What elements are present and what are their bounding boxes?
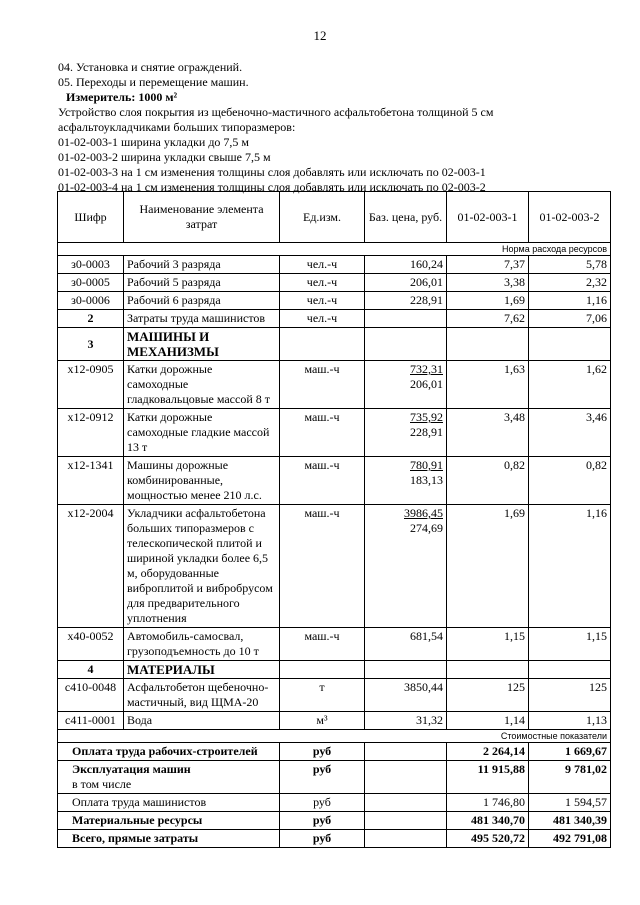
row-code: х12-1341 <box>58 457 124 505</box>
total-value-2: 9 781,02 <box>529 761 611 794</box>
empty-cell <box>365 812 447 830</box>
total-subnote: в том числе <box>72 777 132 791</box>
section-code: 3 <box>58 328 124 361</box>
row-code: з0-0005 <box>58 274 124 292</box>
row-code: х12-0912 <box>58 409 124 457</box>
row-value-2: 0,82 <box>529 457 611 505</box>
row-name: Вода <box>124 712 280 730</box>
empty-cell <box>529 661 611 679</box>
row-value-1: 0,82 <box>447 457 529 505</box>
price-main: 735,92 <box>410 410 443 424</box>
total-unit: руб <box>280 812 365 830</box>
row-name: Катки дорожные самоходные гладковальцовые массой 8 т <box>124 361 280 409</box>
row-price: 681,54 <box>365 628 447 661</box>
intro-line-1: 04. Установка и снятие ограждений. <box>58 60 243 74</box>
total-row <box>58 794 611 812</box>
empty-cell <box>280 661 365 679</box>
header-code: Шифр <box>58 192 124 243</box>
empty-cell <box>365 794 447 812</box>
row-value-1: 7,62 <box>447 310 529 328</box>
table-row <box>58 712 611 730</box>
total-name: Материальные ресурсы <box>58 812 280 830</box>
row-value-2: 2,32 <box>529 274 611 292</box>
resource-table <box>57 191 611 848</box>
empty-cell <box>280 328 365 361</box>
row-unit: маш.-ч <box>280 361 365 409</box>
total-name: Всего, прямые затраты <box>58 830 280 848</box>
row-price: 228,91 <box>365 292 447 310</box>
variant-1: 01-02-003-1 ширина укладки до 7,5 м <box>58 135 250 149</box>
header-name: Наименование элемента затрат <box>124 192 280 243</box>
page-number: 12 <box>313 28 327 43</box>
table-row <box>58 628 611 661</box>
section-row <box>58 310 611 328</box>
row-code: х12-2004 <box>58 505 124 628</box>
row-code: с411-0001 <box>58 712 124 730</box>
empty-cell <box>365 328 447 361</box>
section-name: Затраты труда машинистов <box>124 310 280 328</box>
row-price: 3850,44 <box>365 679 447 712</box>
table-row <box>58 256 611 274</box>
section-code: 4 <box>58 661 124 679</box>
total-row <box>58 743 611 761</box>
intro-line-2: 05. Переходы и перемещение машин. <box>58 75 249 89</box>
table-row <box>58 361 611 409</box>
section-code: 2 <box>58 310 124 328</box>
section-row <box>58 328 611 361</box>
table-row <box>58 292 611 310</box>
row-value-2: 5,78 <box>529 256 611 274</box>
table-row <box>58 505 611 628</box>
row-name: Автомобиль-самосвал, грузоподъемность до 10 т <box>124 628 280 661</box>
total-name: Оплата труда рабочих-строителей <box>58 743 280 761</box>
cost-label: Стоимостные показатели <box>58 730 611 743</box>
price-operator: 206,01 <box>410 377 443 391</box>
row-value-2: 7,06 <box>529 310 611 328</box>
row-price: 160,24 <box>365 256 447 274</box>
row-value-2: 1,15 <box>529 628 611 661</box>
empty-cell <box>447 328 529 361</box>
row-code: х12-0905 <box>58 361 124 409</box>
total-row <box>58 812 611 830</box>
row-name: Рабочий 6 разряда <box>124 292 280 310</box>
total-value-2: 492 791,08 <box>529 830 611 848</box>
price-operator: 183,13 <box>410 473 443 487</box>
row-name: Рабочий 3 разряда <box>124 256 280 274</box>
norm-label: Норма расхода ресурсов <box>58 243 611 256</box>
row-value-2: 1,16 <box>529 292 611 310</box>
table-row <box>58 409 611 457</box>
total-row <box>58 761 611 794</box>
price-main: 780,91 <box>410 458 443 472</box>
total-unit: руб <box>280 743 365 761</box>
row-value-1: 125 <box>447 679 529 712</box>
row-unit: чел.-ч <box>280 310 365 328</box>
empty-cell <box>365 661 447 679</box>
row-unit: маш.-ч <box>280 628 365 661</box>
row-unit: м³ <box>280 712 365 730</box>
total-unit: руб <box>280 761 365 794</box>
section-name: МАТЕРИАЛЫ <box>124 661 280 679</box>
variant-4: 01-02-003-4 на 1 см изменения толщины слоя добавлять или исключать по 02-003-2 <box>58 180 486 194</box>
row-value-2: 3,46 <box>529 409 611 457</box>
row-price: 31,32 <box>365 712 447 730</box>
row-value-2: 1,13 <box>529 712 611 730</box>
row-value-2: 1,62 <box>529 361 611 409</box>
total-unit: руб <box>280 830 365 848</box>
price-main: 732,31 <box>410 362 443 376</box>
total-unit: руб <box>280 794 365 812</box>
total-value-1: 11 915,88 <box>447 761 529 794</box>
empty-cell <box>447 661 529 679</box>
header-row <box>58 192 611 243</box>
section-row <box>58 661 611 679</box>
row-code: с410-0048 <box>58 679 124 712</box>
measure-unit: Измеритель: 1000 м² <box>66 90 178 104</box>
total-value-1: 1 746,80 <box>447 794 529 812</box>
row-code: з0-0003 <box>58 256 124 274</box>
empty-cell <box>365 830 447 848</box>
row-name: Машины дорожные комбинированные, мощностью менее 210 л.с. <box>124 457 280 505</box>
header-price: Баз. цена, руб. <box>365 192 447 243</box>
row-value-1: 7,37 <box>447 256 529 274</box>
row-value-1: 1,14 <box>447 712 529 730</box>
row-unit: чел.-ч <box>280 274 365 292</box>
total-name: Оплата труда машинистов <box>58 794 280 812</box>
total-name-cell <box>58 761 280 794</box>
row-unit: т <box>280 679 365 712</box>
row-value-1: 1,15 <box>447 628 529 661</box>
row-price <box>365 457 447 505</box>
row-value-1: 1,63 <box>447 361 529 409</box>
row-unit: маш.-ч <box>280 457 365 505</box>
total-value-2: 1 594,57 <box>529 794 611 812</box>
variant-3: 01-02-003-3 на 1 см изменения толщины слоя добавлять или исключать по 02-003-1 <box>58 165 486 179</box>
row-value-2: 1,16 <box>529 505 611 628</box>
row-price <box>365 361 447 409</box>
total-value-2: 1 669,67 <box>529 743 611 761</box>
total-value-1: 495 520,72 <box>447 830 529 848</box>
header-col-1: 01-02-003-1 <box>447 192 529 243</box>
header-unit: Ед.изм. <box>280 192 365 243</box>
row-code: х40-0052 <box>58 628 124 661</box>
row-price <box>365 310 447 328</box>
row-name: Рабочий 5 разряда <box>124 274 280 292</box>
row-name: Укладчики асфальтобетона больших типоразмеров с телескопической плитой и шириной укладки более 6,5 м, оборудованные виброплитой и вибробрусом для предварительного уплотнения <box>124 505 280 628</box>
price-operator: 228,91 <box>410 425 443 439</box>
row-value-1: 3,48 <box>447 409 529 457</box>
row-unit: маш.-ч <box>280 409 365 457</box>
row-name: Катки дорожные самоходные гладкие массой 13 т <box>124 409 280 457</box>
row-price <box>365 505 447 628</box>
intro-block <box>58 60 618 195</box>
total-value-2: 481 340,39 <box>529 812 611 830</box>
total-value-1: 2 264,14 <box>447 743 529 761</box>
variant-2: 01-02-003-2 ширина укладки свыше 7,5 м <box>58 150 271 164</box>
total-row <box>58 830 611 848</box>
total-value-1: 481 340,70 <box>447 812 529 830</box>
row-unit: маш.-ч <box>280 505 365 628</box>
row-price: 206,01 <box>365 274 447 292</box>
description-line-2: асфальтоукладчиками больших типоразмеров: <box>58 120 296 134</box>
empty-cell <box>365 743 447 761</box>
table-row <box>58 274 611 292</box>
row-value-1: 1,69 <box>447 505 529 628</box>
section-name: МАШИНЫ И МЕХАНИЗМЫ <box>124 328 280 361</box>
row-unit: чел.-ч <box>280 256 365 274</box>
row-value-1: 3,38 <box>447 274 529 292</box>
table-row <box>58 457 611 505</box>
empty-cell <box>365 761 447 794</box>
empty-cell <box>529 328 611 361</box>
row-price <box>365 409 447 457</box>
row-code: з0-0006 <box>58 292 124 310</box>
table-row <box>58 679 611 712</box>
row-value-2: 125 <box>529 679 611 712</box>
row-name: Асфальтобетон щебеночно-мастичный, вид ЩМА-20 <box>124 679 280 712</box>
row-value-1: 1,69 <box>447 292 529 310</box>
description-line-1: Устройство слоя покрытия из щебеночно-мастичного асфальтобетона толщиной 5 см <box>58 105 494 119</box>
row-unit: чел.-ч <box>280 292 365 310</box>
total-name: Эксплуатация машин <box>72 762 191 776</box>
price-main: 3986,45 <box>404 506 443 520</box>
price-operator: 274,69 <box>410 521 443 535</box>
header-col-2: 01-02-003-2 <box>529 192 611 243</box>
